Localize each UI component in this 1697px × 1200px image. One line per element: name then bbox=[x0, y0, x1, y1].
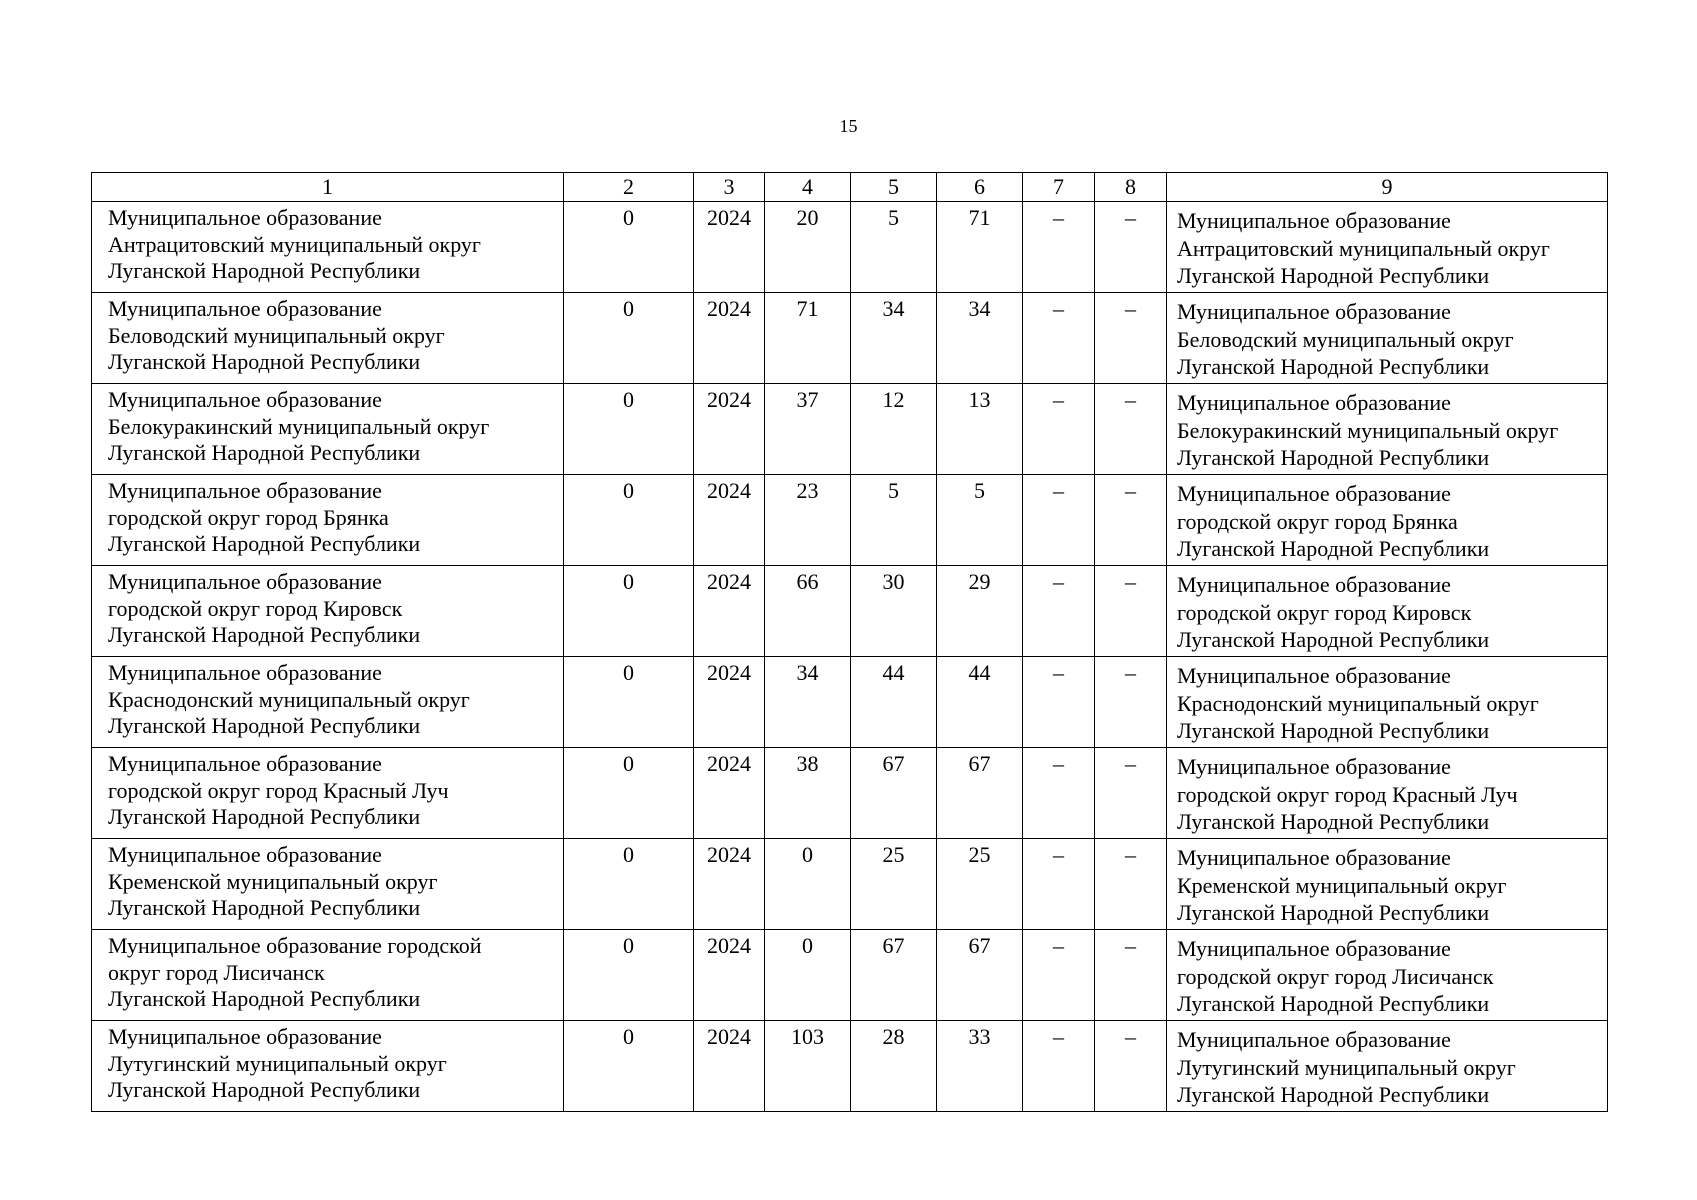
col8-cell: – bbox=[1095, 202, 1167, 293]
name-line: Лутугинский муниципальный округ bbox=[108, 1050, 447, 1076]
col8-cell: – bbox=[1095, 839, 1167, 930]
col4-cell: 23 bbox=[765, 475, 851, 566]
col4-cell: 103 bbox=[765, 1021, 851, 1112]
column-header: 3 bbox=[694, 173, 765, 202]
resp-line: городской округ город Лисичанск bbox=[1177, 963, 1494, 989]
year-cell: 2024 bbox=[694, 475, 765, 566]
col2-cell: 0 bbox=[564, 657, 694, 748]
col5-cell: 12 bbox=[851, 384, 937, 475]
responsible-cell bbox=[1167, 384, 1608, 475]
resp-line: Кременской муниципальный округ bbox=[1177, 872, 1507, 898]
name-line: Луганской Народной Республики bbox=[108, 1077, 421, 1102]
responsible-cell bbox=[1167, 657, 1608, 748]
col2-cell: 0 bbox=[564, 748, 694, 839]
col8-cell: – bbox=[1095, 657, 1167, 748]
name-line: Муниципальное образование bbox=[108, 660, 382, 685]
col7-cell: – bbox=[1023, 202, 1095, 293]
resp-line: Луганской Народной Республики bbox=[1177, 718, 1490, 743]
resp-line: Муниципальное образование bbox=[1177, 663, 1451, 688]
municipality-name-cell bbox=[92, 566, 564, 657]
col7-cell: – bbox=[1023, 293, 1095, 384]
column-header: 1 bbox=[92, 173, 564, 202]
resp-line: Муниципальное образование bbox=[1177, 299, 1451, 324]
resp-line: Муниципальное образование bbox=[1177, 936, 1451, 961]
col6-cell: 29 bbox=[937, 566, 1023, 657]
page-number: 15 bbox=[839, 116, 858, 136]
table-row bbox=[92, 566, 1608, 657]
municipality-name-cell bbox=[92, 293, 564, 384]
resp-line: Муниципальное образование bbox=[1177, 481, 1451, 506]
name-line: Луганской Народной Республики bbox=[108, 622, 421, 647]
name-line: городской округ город Кировск bbox=[108, 595, 403, 621]
year-cell: 2024 bbox=[694, 748, 765, 839]
col6-cell: 25 bbox=[937, 839, 1023, 930]
year-cell: 2024 bbox=[694, 1021, 765, 1112]
col8-cell: – bbox=[1095, 475, 1167, 566]
col6-cell: 71 bbox=[937, 202, 1023, 293]
table-row bbox=[92, 930, 1608, 1021]
name-line: Белокуракинский муниципальный округ bbox=[108, 413, 490, 439]
col6-cell: 44 bbox=[937, 657, 1023, 748]
year-cell: 2024 bbox=[694, 293, 765, 384]
col7-cell: – bbox=[1023, 1021, 1095, 1112]
responsible-cell bbox=[1167, 202, 1608, 293]
name-line: Муниципальное образование bbox=[108, 751, 382, 776]
name-line: Кременской муниципальный округ bbox=[108, 868, 438, 894]
col7-cell: – bbox=[1023, 566, 1095, 657]
table-row bbox=[92, 1021, 1608, 1112]
col2-cell: 0 bbox=[564, 839, 694, 930]
name-line: Луганской Народной Республики bbox=[108, 986, 421, 1011]
name-line: Луганской Народной Республики bbox=[108, 804, 421, 829]
responsible-cell bbox=[1167, 566, 1608, 657]
name-line: Муниципальное образование bbox=[108, 387, 382, 412]
resp-line: Муниципальное образование bbox=[1177, 208, 1451, 233]
col2-cell: 0 bbox=[564, 202, 694, 293]
col5-cell: 34 bbox=[851, 293, 937, 384]
name-line: Антрацитовский муниципальный округ bbox=[108, 231, 481, 257]
col8-cell: – bbox=[1095, 1021, 1167, 1112]
col6-cell: 13 bbox=[937, 384, 1023, 475]
col6-cell: 34 bbox=[937, 293, 1023, 384]
col6-cell: 33 bbox=[937, 1021, 1023, 1112]
name-line: Краснодонский муниципальный округ bbox=[108, 686, 470, 712]
column-header: 6 bbox=[937, 173, 1023, 202]
resp-line: Луганской Народной Республики bbox=[1177, 900, 1490, 925]
col2-cell: 0 bbox=[564, 1021, 694, 1112]
name-line: Муниципальное образование bbox=[108, 478, 382, 503]
col4-cell: 0 bbox=[765, 839, 851, 930]
col5-cell: 5 bbox=[851, 202, 937, 293]
col7-cell: – bbox=[1023, 657, 1095, 748]
name-line: Муниципальное образование bbox=[108, 1024, 382, 1049]
col2-cell: 0 bbox=[564, 384, 694, 475]
col7-cell: – bbox=[1023, 384, 1095, 475]
name-line: Муниципальное образование bbox=[108, 296, 382, 321]
col2-cell: 0 bbox=[564, 475, 694, 566]
resp-line: городской округ город Кировск bbox=[1177, 599, 1472, 625]
col7-cell: – bbox=[1023, 930, 1095, 1021]
col5-cell: 25 bbox=[851, 839, 937, 930]
name-line: Муниципальное образование bbox=[108, 842, 382, 867]
responsible-cell bbox=[1167, 293, 1608, 384]
col4-cell: 34 bbox=[765, 657, 851, 748]
table-row bbox=[92, 748, 1608, 839]
column-header: 9 bbox=[1167, 173, 1608, 202]
col6-cell: 67 bbox=[937, 930, 1023, 1021]
responsible-cell bbox=[1167, 748, 1608, 839]
col7-cell: – bbox=[1023, 748, 1095, 839]
table-row bbox=[92, 293, 1608, 384]
resp-line: Муниципальное образование bbox=[1177, 1027, 1451, 1052]
name-line: Луганской Народной Республики bbox=[108, 258, 421, 283]
municipality-name-cell bbox=[92, 839, 564, 930]
col2-cell: 0 bbox=[564, 930, 694, 1021]
municipality-name-cell bbox=[92, 475, 564, 566]
col2-cell: 0 bbox=[564, 293, 694, 384]
resp-line: Луганской Народной Республики bbox=[1177, 354, 1490, 379]
table-row bbox=[92, 657, 1608, 748]
year-cell: 2024 bbox=[694, 566, 765, 657]
responsible-cell bbox=[1167, 475, 1608, 566]
table-row bbox=[92, 202, 1608, 293]
municipality-name-cell bbox=[92, 930, 564, 1021]
table-row bbox=[92, 384, 1608, 475]
col7-cell: – bbox=[1023, 839, 1095, 930]
col4-cell: 71 bbox=[765, 293, 851, 384]
name-line: городской округ город Красный Луч bbox=[108, 777, 449, 803]
resp-line: Луганской Народной Республики bbox=[1177, 263, 1490, 288]
responsible-cell bbox=[1167, 1021, 1608, 1112]
col8-cell: – bbox=[1095, 384, 1167, 475]
col6-cell: 67 bbox=[937, 748, 1023, 839]
resp-line: Муниципальное образование bbox=[1177, 845, 1451, 870]
municipality-name-cell bbox=[92, 1021, 564, 1112]
column-header: 8 bbox=[1095, 173, 1167, 202]
resp-line: Белокуракинский муниципальный округ bbox=[1177, 417, 1559, 443]
table-row bbox=[92, 839, 1608, 930]
year-cell: 2024 bbox=[694, 657, 765, 748]
col5-cell: 67 bbox=[851, 930, 937, 1021]
municipality-name-cell bbox=[92, 202, 564, 293]
col8-cell: – bbox=[1095, 748, 1167, 839]
col6-cell: 5 bbox=[937, 475, 1023, 566]
responsible-cell bbox=[1167, 930, 1608, 1021]
resp-line: Беловодский муниципальный округ bbox=[1177, 326, 1514, 352]
name-line: Муниципальное образование bbox=[108, 569, 382, 594]
name-line: Луганской Народной Республики bbox=[108, 895, 421, 920]
resp-line: Луганской Народной Республики bbox=[1177, 1082, 1490, 1107]
resp-line: Луганской Народной Республики bbox=[1177, 445, 1490, 470]
column-header: 7 bbox=[1023, 173, 1095, 202]
col2-cell: 0 bbox=[564, 566, 694, 657]
resp-line: Луганской Народной Республики bbox=[1177, 809, 1490, 834]
resp-line: Антрацитовский муниципальный округ bbox=[1177, 235, 1550, 261]
col5-cell: 28 bbox=[851, 1021, 937, 1112]
col5-cell: 5 bbox=[851, 475, 937, 566]
resp-line: городской округ город Брянка bbox=[1177, 508, 1458, 534]
col4-cell: 37 bbox=[765, 384, 851, 475]
column-header: 4 bbox=[765, 173, 851, 202]
name-line: Беловодский муниципальный округ bbox=[108, 322, 445, 348]
year-cell: 2024 bbox=[694, 384, 765, 475]
name-line: городской округ город Брянка bbox=[108, 504, 389, 530]
name-line: Луганской Народной Республики bbox=[108, 531, 421, 556]
header-row bbox=[92, 173, 1608, 202]
year-cell: 2024 bbox=[694, 930, 765, 1021]
table-row bbox=[92, 475, 1608, 566]
resp-line: Лутугинский муниципальный округ bbox=[1177, 1054, 1516, 1080]
col8-cell: – bbox=[1095, 930, 1167, 1021]
municipality-name-cell bbox=[92, 748, 564, 839]
name-line: Луганской Народной Республики bbox=[108, 349, 421, 374]
col4-cell: 66 bbox=[765, 566, 851, 657]
municipality-name-cell bbox=[92, 657, 564, 748]
resp-line: Луганской Народной Республики bbox=[1177, 627, 1490, 652]
resp-line: Муниципальное образование bbox=[1177, 572, 1451, 597]
resp-line: Луганской Народной Республики bbox=[1177, 536, 1490, 561]
resp-line: Луганской Народной Республики bbox=[1177, 991, 1490, 1016]
name-line: округ город Лисичанск bbox=[108, 959, 325, 985]
name-line: Луганской Народной Республики bbox=[108, 440, 421, 465]
name-line: Муниципальное образование городской bbox=[108, 933, 482, 958]
col5-cell: 30 bbox=[851, 566, 937, 657]
resp-line: городской округ город Красный Луч bbox=[1177, 781, 1518, 807]
column-header: 5 bbox=[851, 173, 937, 202]
resp-line: Краснодонский муниципальный округ bbox=[1177, 690, 1539, 716]
col4-cell: 38 bbox=[765, 748, 851, 839]
name-line: Луганской Народной Республики bbox=[108, 713, 421, 738]
responsible-cell bbox=[1167, 839, 1608, 930]
col8-cell: – bbox=[1095, 293, 1167, 384]
year-cell: 2024 bbox=[694, 202, 765, 293]
col5-cell: 67 bbox=[851, 748, 937, 839]
col4-cell: 20 bbox=[765, 202, 851, 293]
col5-cell: 44 bbox=[851, 657, 937, 748]
resp-line: Муниципальное образование bbox=[1177, 390, 1451, 415]
resp-line: Муниципальное образование bbox=[1177, 754, 1451, 779]
year-cell: 2024 bbox=[694, 839, 765, 930]
column-header: 2 bbox=[564, 173, 694, 202]
name-line: Муниципальное образование bbox=[108, 205, 382, 230]
col4-cell: 0 bbox=[765, 930, 851, 1021]
municipality-name-cell bbox=[92, 384, 564, 475]
col7-cell: – bbox=[1023, 475, 1095, 566]
col8-cell: – bbox=[1095, 566, 1167, 657]
data-table bbox=[91, 172, 1608, 1112]
